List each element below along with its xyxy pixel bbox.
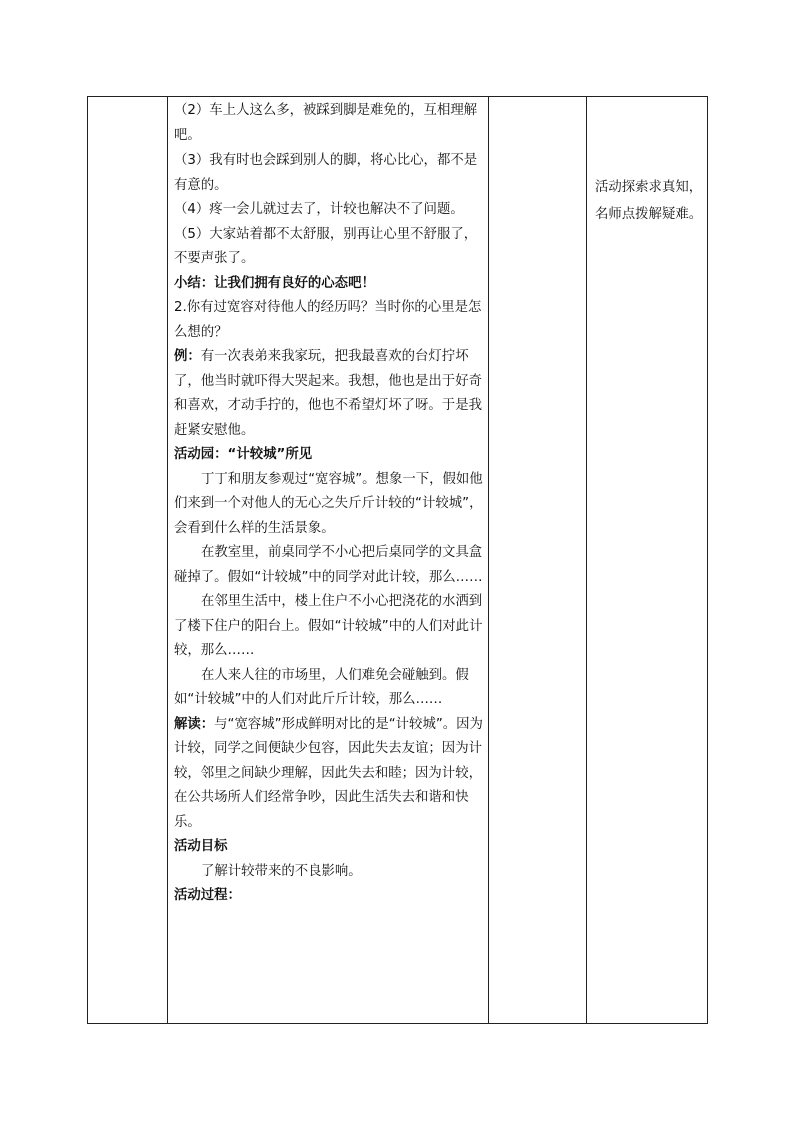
side-note-line-1: 活动探索求真知，	[595, 180, 703, 195]
interpretation-label: 解读：	[174, 716, 215, 732]
process-heading: 活动过程：	[174, 888, 241, 903]
answer-5: （5）大家站着都不太舒服，别再让心里不舒服了，不要声张了。	[174, 226, 478, 266]
goal-heading: 活动目标	[174, 839, 228, 854]
paragraph-neighbors: 在邻里生活中，楼上住户不小心把浇花的水洒到了楼下住户的阳台上。假如“计较城”中的人们对此计较，那么……	[174, 594, 483, 658]
example-label: 例：	[174, 349, 201, 364]
interpretation-text: 与“宽容城”形成鲜明对比的是“计较城”。因为计较，同学之间便缺少包容，因此失去友谊；因为计较，邻里之间缺少理解，因此失去和睦；因为计较，在公共场所人们经常争吵，因此生活失去和谐和快乐。	[174, 716, 483, 830]
question-2: 2.你有过宽容对待他人的经历吗？当时你的心里是怎么想的？	[174, 300, 482, 340]
paragraph-intro: 丁丁和朋友参观过“宽容城”。想象一下，假如他们来到一个对他人的无心之失斤斤计较的“计较城”，会看到什么样的生活景象。	[174, 471, 483, 536]
summary: 小结：让我们拥有良好的心态吧！	[174, 275, 375, 291]
example	[174, 345, 484, 443]
answer-3: （3）我有时也会踩到别人的脚，将心比心，都不是有意的。	[174, 153, 478, 193]
side-note-cell	[587, 97, 708, 1024]
example-text: 有一次表弟来我家玩，把我最喜欢的台灯拧坏了，他当时就吓得大哭起来。我想，他也是出于好奇和喜欢，才动手拧的，他也不希望灯坏了呀。于是我赶紧安慰他。	[174, 349, 482, 438]
side-note-line-2: 名师点拨解疑难。	[595, 207, 703, 222]
paragraph-classroom: 在教室里，前桌同学不小心把后桌同学的文具盒碰掉了。假如“计较城”中的同学对此计较，那么……	[174, 545, 483, 585]
goal-text: 了解计较带来的不良影响。	[201, 863, 362, 879]
interpretation	[174, 713, 484, 836]
answer-4: （4）疼一会儿就过去了，计较也解决不了问题。	[174, 202, 464, 217]
lesson-table	[87, 96, 708, 1024]
left-empty-cell	[88, 97, 168, 1024]
content-cell	[168, 97, 489, 1024]
activity-title: 活动园：“计较城”所见	[174, 447, 313, 462]
paragraph-market: 在人来人往的市场里，人们难免会碰触到。假如“计较城”中的人们对此斤斤计较，那么……	[174, 667, 469, 707]
answer-2: （2）车上人这么多，被踩到脚是难免的，互相理解吧。	[174, 103, 478, 143]
third-empty-cell	[489, 97, 587, 1024]
